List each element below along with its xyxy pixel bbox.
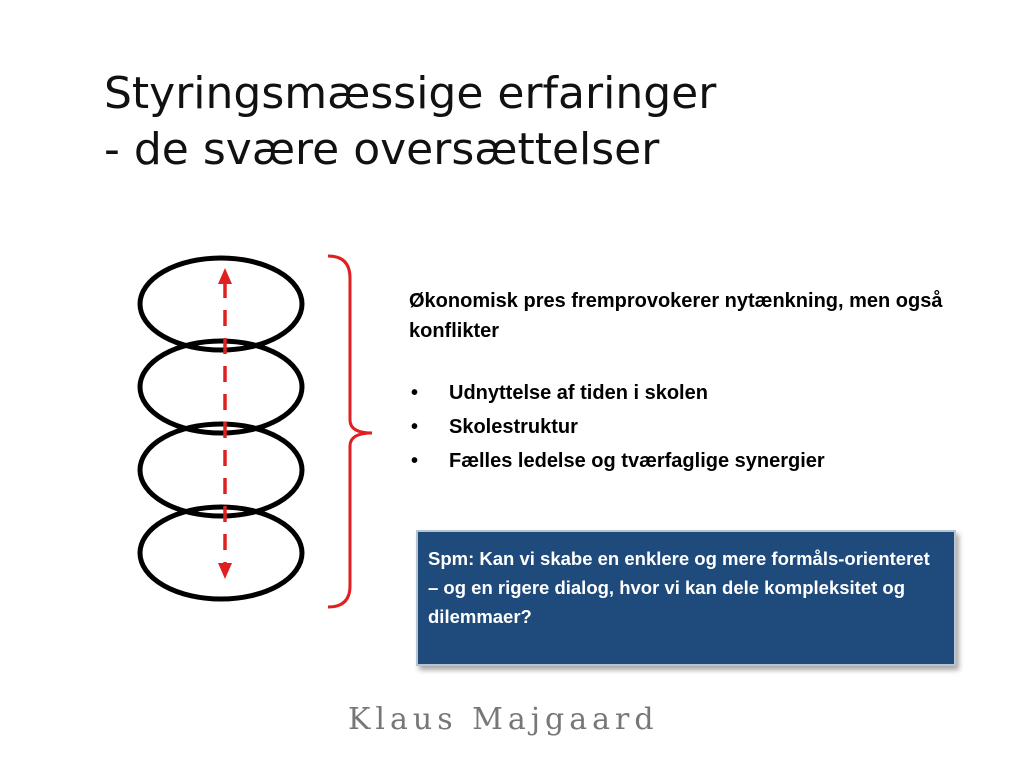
title-line-1: Styringsmæssige erfaringer — [104, 68, 717, 119]
content-text — [409, 286, 969, 478]
ring-1 — [140, 258, 302, 350]
title-line-2: - de svære oversættelser — [104, 124, 660, 175]
intro-text: Økonomisk pres fremprovokerer nytænkning, men også konflikter — [409, 290, 943, 342]
ring-3 — [140, 424, 302, 516]
bullet-text: Udnyttelse af tiden i skolen — [449, 382, 708, 404]
ring-4 — [140, 507, 302, 599]
ring-stack — [140, 258, 302, 599]
bullet-item — [409, 376, 969, 410]
bullet-dot-icon: • — [411, 382, 419, 404]
author-footer: Klaus Majgaard — [348, 702, 659, 737]
bullet-text: Fælles ledelse og tværfaglige synergier — [449, 450, 825, 472]
ring-2 — [140, 341, 302, 433]
bullet-text: Skolestruktur — [449, 416, 578, 438]
bullet-dot-icon: • — [411, 450, 419, 472]
bullet-list — [409, 376, 969, 478]
bullet-item — [409, 410, 969, 444]
bullet-dot-icon: • — [411, 416, 419, 438]
bullet-item — [409, 444, 969, 478]
curly-bracket-icon — [328, 256, 372, 607]
question-box — [416, 530, 956, 666]
question-text: Spm: Kan vi skabe en enklere og mere formåls-orienteret – og en rigere dialog, hvor vi kan dele kompleksitet og dilemmaer? — [428, 548, 930, 627]
